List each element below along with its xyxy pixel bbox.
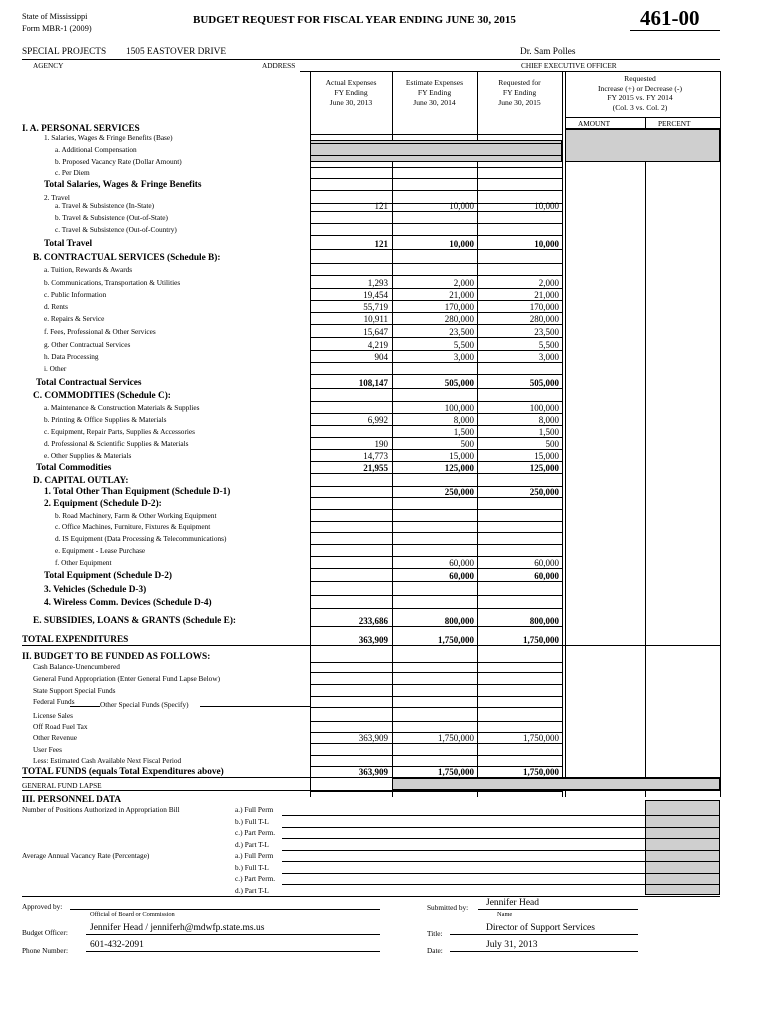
value-actual: 19,454 [363, 290, 388, 300]
personnel-item: d.) Part T-L [235, 885, 269, 895]
value-actual: 55,719 [363, 302, 388, 312]
value-estimate: 500 [460, 439, 474, 449]
value-requested: 800,000 [529, 616, 559, 626]
row-label: b. Printing & Office Supplies & Materials [44, 415, 167, 424]
officer-label: CHIEF EXECUTIVE OFFICER [521, 61, 617, 70]
value-actual: 21,955 [363, 463, 388, 473]
value-requested: 1,500 [538, 427, 559, 437]
row-label: 1. Total Other Than Equipment (Schedule D-1) [44, 487, 231, 497]
vacancy-label: Average Annual Vacancy Rate (Percentage) [22, 851, 150, 860]
row-label: g. Other Contractual Services [44, 340, 131, 349]
row-label: State Support Special Funds [33, 686, 116, 695]
row-label: c. Equipment, Repair Parts, Supplies & Accessories [44, 427, 195, 436]
row-label: E. SUBSIDIES, LOANS & GRANTS (Schedule E): [33, 616, 237, 626]
col-increase-header: Requested Increase (+) or Decrease (-) FY 2015 vs. FY 2014 (Col. 3 vs. Col. 2) [598, 74, 682, 112]
value-estimate: 1,750,000 [438, 733, 474, 743]
value-requested: 1,750,000 [523, 635, 559, 645]
value-actual: 233,686 [358, 616, 388, 626]
row-label: f. Fees, Professional & Other Services [44, 327, 156, 336]
agency-label: AGENCY [33, 61, 64, 70]
value-requested: 8,000 [538, 415, 559, 425]
value-actual: 904 [374, 352, 388, 362]
row-label: Total Equipment (Schedule D-2) [44, 571, 173, 581]
personnel-item: c.) Part Perm. [235, 828, 276, 837]
other-special-funds-label: Other Special Funds (Specify) [100, 700, 189, 709]
row-label: 4. Wireless Comm. Devices (Schedule D-4) [44, 598, 212, 608]
row-label: e. Equipment - Lease Purchase [55, 546, 146, 555]
value-actual: 363,909 [358, 733, 388, 743]
value-requested: 125,000 [529, 463, 559, 473]
row-label: c. Office Machines, Furniture, Fixtures & Equipment [55, 522, 211, 531]
value-requested: 505,000 [529, 378, 559, 388]
value-requested: 1,750,000 [523, 767, 559, 777]
value-estimate: 15,000 [449, 451, 474, 461]
value-actual: 363,909 [358, 767, 388, 777]
budget-officer-label: Budget Officer: [22, 928, 68, 937]
value-actual: 121 [374, 201, 388, 211]
value-estimate: 125,000 [444, 463, 474, 473]
shaded-cell-increase [565, 129, 720, 162]
value-requested: 250,000 [529, 487, 559, 497]
row-label: General Fund Appropriation (Enter General Fund Lapse Below) [33, 674, 221, 683]
row-label: Cash Balance-Unencumbered [33, 662, 120, 671]
value-estimate: 23,500 [449, 327, 474, 337]
value-estimate: 60,000 [449, 558, 474, 568]
value-actual: 108,147 [358, 378, 388, 388]
value-estimate: 21,000 [449, 290, 474, 300]
form-id: Form MBR-1 (2009) [22, 24, 92, 33]
value-requested: 10,000 [534, 239, 559, 249]
phone-value: 601-432-2091 [90, 940, 144, 950]
row-label: e. Repairs & Service [44, 314, 105, 323]
col-percent-header: PERCENT [658, 119, 691, 128]
value-requested: 3,000 [538, 352, 559, 362]
row-label: User Fees [33, 745, 62, 754]
col-requested-header: Requested for FY Ending June 30, 2015 [498, 78, 541, 107]
approved-by-sub: Official of Board or Commission [90, 911, 175, 918]
row-label: Off Road Fuel Tax [33, 722, 88, 731]
address-label: ADDRESS [262, 61, 296, 70]
row-label: d. IS Equipment (Data Processing & Telecommunications) [55, 534, 227, 543]
name-sub: Name [497, 911, 513, 918]
value-estimate: 10,000 [449, 201, 474, 211]
value-actual: 4,219 [367, 340, 388, 350]
value-estimate: 1,500 [453, 427, 474, 437]
row-label: II. BUDGET TO BE FUNDED AS FOLLOWS: [22, 652, 211, 662]
value-estimate: 3,000 [453, 352, 474, 362]
date-value: July 31, 2013 [486, 940, 538, 950]
row-label: b. Travel & Subsistence (Out-of-State) [55, 213, 168, 222]
personnel-item: d.) Part T-L [235, 839, 269, 849]
value-estimate: 1,750,000 [438, 635, 474, 645]
row-label: a. Additional Compensation [55, 145, 137, 154]
form-title: BUDGET REQUEST FOR FISCAL YEAR ENDING JUNE 30, 2015 [193, 14, 516, 26]
title-value: Director of Support Services [486, 923, 595, 933]
row-label: I. A. PERSONAL SERVICES [22, 124, 140, 134]
personnel-item: b.) Full T-L [235, 816, 269, 826]
personnel-item: b.) Full T-L [235, 862, 269, 872]
row-label: d. Professional & Scientific Supplies & Materials [44, 439, 189, 448]
row-label: TOTAL EXPENDITURES [22, 635, 129, 645]
row-label: i. Other [44, 364, 67, 373]
value-estimate: 5,500 [453, 340, 474, 350]
row-label: Total Contractual Services [36, 378, 142, 388]
value-actual: 190 [374, 439, 388, 449]
phone-label: Phone Number: [22, 946, 69, 955]
row-label: c. Travel & Subsistence (Out-of-Country) [55, 225, 177, 234]
value-requested: 10,000 [534, 201, 559, 211]
row-label: 2. Travel [44, 193, 70, 202]
value-actual: 14,773 [363, 451, 388, 461]
row-label: b. Proposed Vacancy Rate (Dollar Amount) [55, 157, 182, 166]
row-label: b. Road Machinery, Farm & Other Working Equipment [55, 511, 217, 520]
row-label: 1. Salaries, Wages & Fringe Benefits (Base) [44, 133, 173, 142]
value-actual: 1,293 [367, 278, 388, 288]
value-estimate: 505,000 [444, 378, 474, 388]
officer-name: Dr. Sam Polles [520, 47, 576, 57]
value-estimate: 280,000 [444, 314, 474, 324]
agency-name: SPECIAL PROJECTS [22, 47, 107, 57]
value-estimate: 800,000 [444, 616, 474, 626]
row-label: c. Per Diem [55, 168, 90, 177]
value-requested: 500 [545, 439, 559, 449]
value-actual: 121 [374, 239, 388, 249]
personnel-item: a.) Full Perm [235, 851, 274, 860]
row-label: c. Public Information [44, 290, 107, 299]
row-label: B. CONTRACTUAL SERVICES (Schedule B): [33, 253, 221, 263]
row-label: a. Travel & Subsistence (In-State) [55, 201, 155, 210]
value-requested: 2,000 [538, 278, 559, 288]
value-requested: 1,750,000 [523, 733, 559, 743]
row-label: GENERAL FUND LAPSE [22, 781, 102, 790]
value-estimate: 10,000 [449, 239, 474, 249]
personnel-item: a.) Full Perm [235, 805, 274, 814]
value-actual: 10,911 [363, 314, 388, 324]
row-label: Total Commodities [36, 463, 112, 473]
personnel-item: c.) Part Perm. [235, 874, 276, 883]
value-estimate: 1,750,000 [438, 767, 474, 777]
value-estimate: 8,000 [453, 415, 474, 425]
row-label: a. Tuition, Rewards & Awards [44, 265, 133, 274]
value-requested: 21,000 [534, 290, 559, 300]
form-number: 461-00 [640, 6, 700, 30]
value-estimate: 60,000 [449, 571, 474, 581]
row-label: Less: Estimated Cash Available Next Fiscal Period [33, 756, 182, 765]
row-label: 3. Vehicles (Schedule D-3) [44, 585, 147, 595]
row-label: Other Revenue [33, 733, 77, 742]
row-label: C. COMMODITIES (Schedule C): [33, 391, 171, 401]
row-label: Total Travel [44, 239, 93, 249]
row-label: Total Salaries, Wages & Fringe Benefits [44, 180, 202, 190]
row-label: d. Rents [44, 302, 68, 311]
col-actual-header: Actual Expenses FY Ending June 30, 2013 [325, 78, 377, 107]
col-amount-header: AMOUNT [578, 119, 611, 128]
approved-by-label: Approved by: [22, 902, 63, 911]
value-requested: 280,000 [529, 314, 559, 324]
submitted-by-label: Submitted by: [427, 903, 469, 912]
value-requested: 60,000 [534, 571, 559, 581]
value-estimate: 2,000 [453, 278, 474, 288]
positions-label: Number of Positions Authorized in Appropriation Bill [22, 805, 180, 814]
value-estimate: 100,000 [444, 403, 474, 413]
value-requested: 15,000 [534, 451, 559, 461]
value-estimate: 250,000 [444, 487, 474, 497]
value-requested: 5,500 [538, 340, 559, 350]
date-label: Date: [427, 946, 443, 955]
row-label: f. Other Equipment [55, 558, 112, 567]
row-label: License Sales [33, 711, 73, 720]
value-requested: 100,000 [529, 403, 559, 413]
row-label: 2. Equipment (Schedule D-2): [44, 499, 162, 509]
personnel-title: III. PERSONNEL DATA [22, 795, 122, 805]
row-label: h. Data Processing [44, 352, 99, 361]
agency-address: 1505 EASTOVER DRIVE [126, 47, 227, 57]
state-name: State of Mississippi [22, 12, 88, 21]
row-label: e. Other Supplies & Materials [44, 451, 132, 460]
value-estimate: 170,000 [444, 302, 474, 312]
submitted-by-value: Jennifer Head [486, 898, 540, 908]
row-label: b. Communications, Transportation & Utilities [44, 278, 181, 287]
shaded-cell-lapse [392, 778, 720, 790]
value-requested: 170,000 [529, 302, 559, 312]
row-label: D. CAPITAL OUTLAY: [33, 476, 129, 486]
value-actual: 15,647 [363, 327, 388, 337]
value-actual: 363,909 [358, 635, 388, 645]
row-label: Federal Funds [33, 697, 75, 706]
value-actual: 6,992 [367, 415, 388, 425]
row-label: a. Maintenance & Construction Materials & Supplies [44, 403, 200, 412]
col-estimate-header: Estimate Expenses FY Ending June 30, 2014 [405, 78, 464, 107]
budget-officer-value: Jennifer Head / jenniferh@mdwfp.state.ms.us [90, 923, 265, 933]
row-label: TOTAL FUNDS (equals Total Expenditures above) [22, 767, 224, 777]
title-label: Title: [427, 929, 443, 938]
value-requested: 23,500 [534, 327, 559, 337]
value-requested: 60,000 [534, 558, 559, 568]
